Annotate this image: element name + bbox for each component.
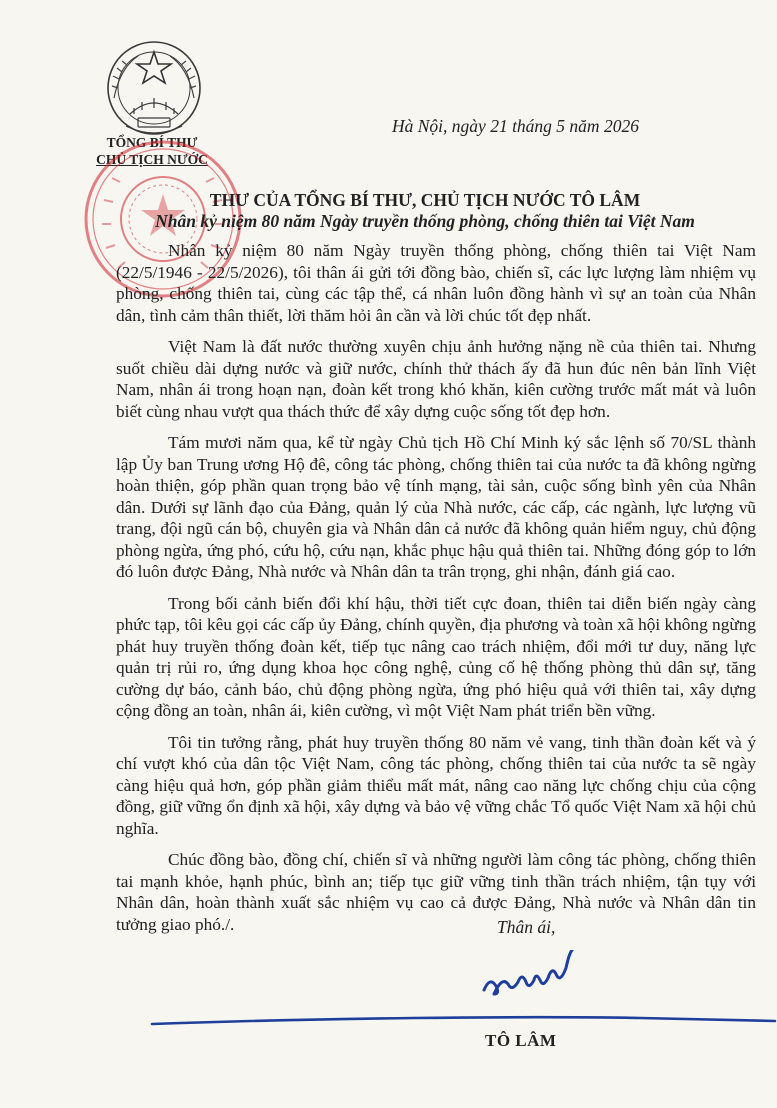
paragraph-5: Tôi tin tưởng rằng, phát huy truyền thống 80 năm vẻ vang, tinh thần đoàn kết và ý chí vượt khó của dân tộc Việt Nam, công tác phòng, chống thiên tai của nước ta sẽ ngày càng hiệu quả hơn, góp phần giảm thiểu mất mát, nâng cao năng lực chống chịu của cộng đồng, giữ vững ổn định xã hội, xây dựng và bảo vệ vững chắc Tổ quốc Việt Nam xã hội chủ nghĩa. <box>116 732 756 838</box>
paragraph-2: Việt Nam là đất nước thường xuyên chịu ảnh hưởng nặng nề của thiên tai. Nhưng suốt chiều dài dựng nước và giữ nước, chính thử thách ấy đã hun đúc nên bản lĩnh Việt Nam, nhân ái trong hoạn nạn, đoàn kết trong khó khăn, kiên cường trước mất mát và luôn biết cùng nhau vượt qua thách thức để xây dựng cuộc sống tốt đẹp hơn. <box>116 337 756 421</box>
paragraph-3: Tám mươi năm qua, kể từ ngày Chủ tịch Hồ Chí Minh ký sắc lệnh số 70/SL thành lập Ủy ban Trung ương Hộ đê, công tác phòng, chống thiên tai của nước ta đã không ngừng hoàn thiện, góp phần quan trọng bảo vệ tính mạng, tài sản, cuộc sống bình yên của Nhân dân. Dưới sự lãnh đạo của Đảng, quản lý của Nhà nước, các cấp, các ngành, lực lượng vũ trang, đội ngũ cán bộ, chuyên gia và Nhân dân cả nước đã không quản hiểm nguy, chủ động phòng ngừa, ứng phó, cứu hộ, cứu nạn, khắc phục hậu quả thiên tai. Những đóng góp to lớn đó luôn được Đảng, Nhà nước và Nhân dân ta trân trọng, ghi nhận, đánh giá cao. <box>116 433 756 581</box>
signer-name: TÔ LÂM <box>485 1031 557 1050</box>
letter-subtitle: Nhân kỷ niệm 80 năm Ngày truyền thống phòng, chống thiên tai Việt Nam <box>155 211 695 231</box>
letter-date: Hà Nội, ngày 21 tháng 5 năm 2026 <box>392 116 639 136</box>
letter-title: THƯ CỦA TỔNG BÍ THƯ, CHỦ TỊCH NƯỚC TÔ LÂM <box>209 190 641 210</box>
letter-body <box>116 240 756 945</box>
closing-salutation: Thân ái, <box>497 917 556 937</box>
national-emblem-icon <box>100 38 208 140</box>
office-subtitle: CHỦ TỊCH NƯỚC <box>96 152 208 167</box>
signature-flourish-line <box>0 1000 777 1040</box>
office-title: TỔNG BÍ THƯ <box>106 135 198 150</box>
paragraph-1: Nhân kỷ niệm 80 năm Ngày truyền thống phòng, chống thiên tai Việt Nam (22/5/1946 - 22/5/2026), tôi thân ái gửi tới đồng bào, chiến sĩ, các lực lượng làm nhiệm vụ phòng, chống thiên tai, cùng các tập thể, cá nhân luôn đồng hành vì sự an toàn của Nhân dân, tình cảm thân thiết, lời thăm hỏi ân cần và lời chúc tốt đẹp nhất. <box>116 241 756 325</box>
handwritten-signature <box>478 950 618 1002</box>
paragraph-6: Chúc đồng bào, đồng chí, chiến sĩ và những người làm công tác phòng, chống thiên tai mạnh khỏe, hạnh phúc, bình an; tiếp tục giữ vững tinh thần trách nhiệm, tận tụy với Nhân dân, hoàn thành xuất sắc nhiệm vụ cao cả được Đảng, Nhà nước và Nhân dân tin tưởng giao phó./. <box>116 850 756 934</box>
paragraph-4: Trong bối cảnh biến đổi khí hậu, thời tiết cực đoan, thiên tai diễn biến ngày càng phức tạp, tôi kêu gọi các cấp ủy Đảng, chính quyền, địa phương và toàn xã hội không ngừng phát huy truyền thống đoàn kết, tiếp tục nâng cao trách nhiệm, đổi mới tư duy, năng lực quản trị rủi ro, ứng dụng khoa học công nghệ, củng cố hệ thống phòng thủ dân sự, tăng cường dự báo, cảnh báo, chủ động phòng ngừa, ứng phó hiệu quả với thiên tai, xây dựng cộng đồng an toàn, nhân ái, kiên cường, vì một Việt Nam phát triển bền vững. <box>116 593 756 720</box>
